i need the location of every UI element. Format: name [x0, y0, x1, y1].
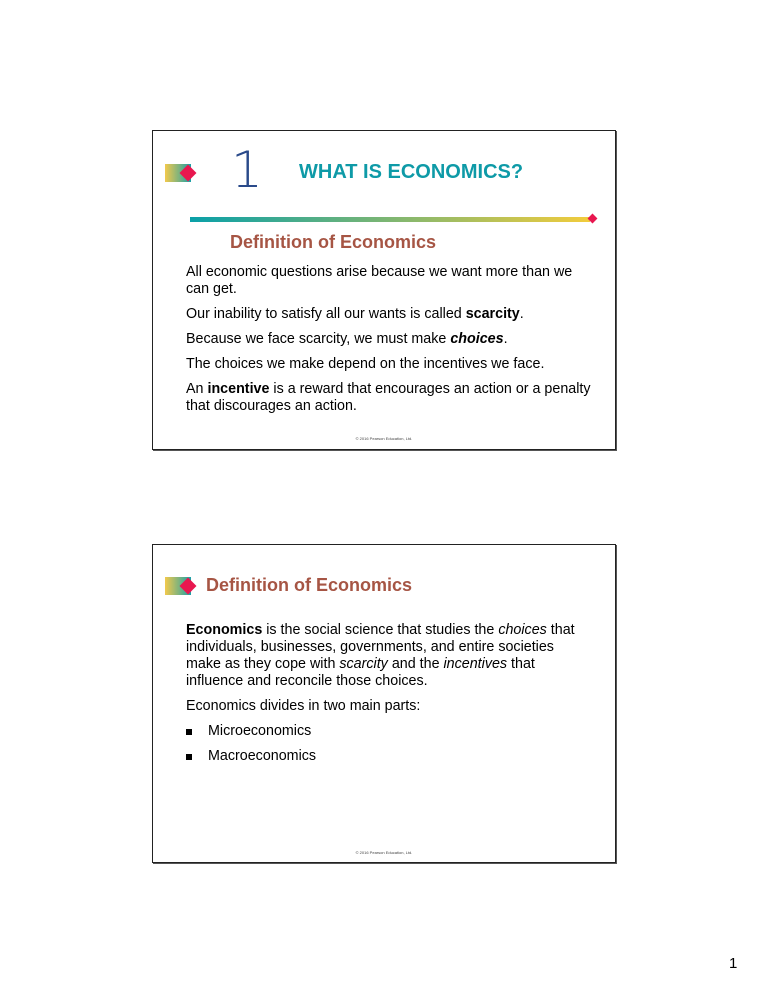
paragraph: Our inability to satisfy all our wants is called scarcity.	[186, 306, 524, 322]
slide-body	[186, 264, 596, 423]
paragraph: An incentive is a reward that encourages an action or a penalty that discourages an action.	[186, 381, 591, 414]
slide-heading: Definition of Economics	[206, 575, 413, 595]
gradient-rule	[190, 217, 590, 222]
square-bullet-icon	[186, 754, 192, 760]
slide-1	[152, 130, 616, 450]
diamond-bullet-icon	[165, 577, 205, 595]
page-number: 1	[729, 955, 738, 972]
paragraph: Economics is the social science that studies the choices that individuals, businesses, governments, and entire societies make as they cope with scarcity and the incentives that influence and reconcile those choices.	[186, 622, 575, 689]
paragraph: Because we face scarcity, we must make choices.	[186, 331, 508, 347]
copyright: © 2016 Pearson Education, Ltd.	[355, 850, 413, 855]
paragraph: Economics divides in two main parts:	[186, 698, 421, 714]
slide-heading: Definition of Economics	[230, 232, 437, 252]
paragraph: All economic questions arise because we want more than we can get.	[186, 264, 573, 297]
slide-2	[152, 544, 616, 863]
chapter-title: WHAT IS ECONOMICS?	[299, 161, 524, 183]
square-bullet-icon	[186, 729, 192, 735]
chapter-number: 1	[231, 141, 263, 199]
slide-body	[186, 622, 586, 773]
paragraph: The choices we make depend on the incentives we face.	[186, 356, 545, 372]
list-item: Microeconomics	[186, 723, 586, 740]
copyright: © 2016 Pearson Education, Ltd.	[355, 436, 413, 441]
list-item: Macroeconomics	[186, 748, 586, 765]
diamond-bullet-icon	[165, 164, 205, 182]
